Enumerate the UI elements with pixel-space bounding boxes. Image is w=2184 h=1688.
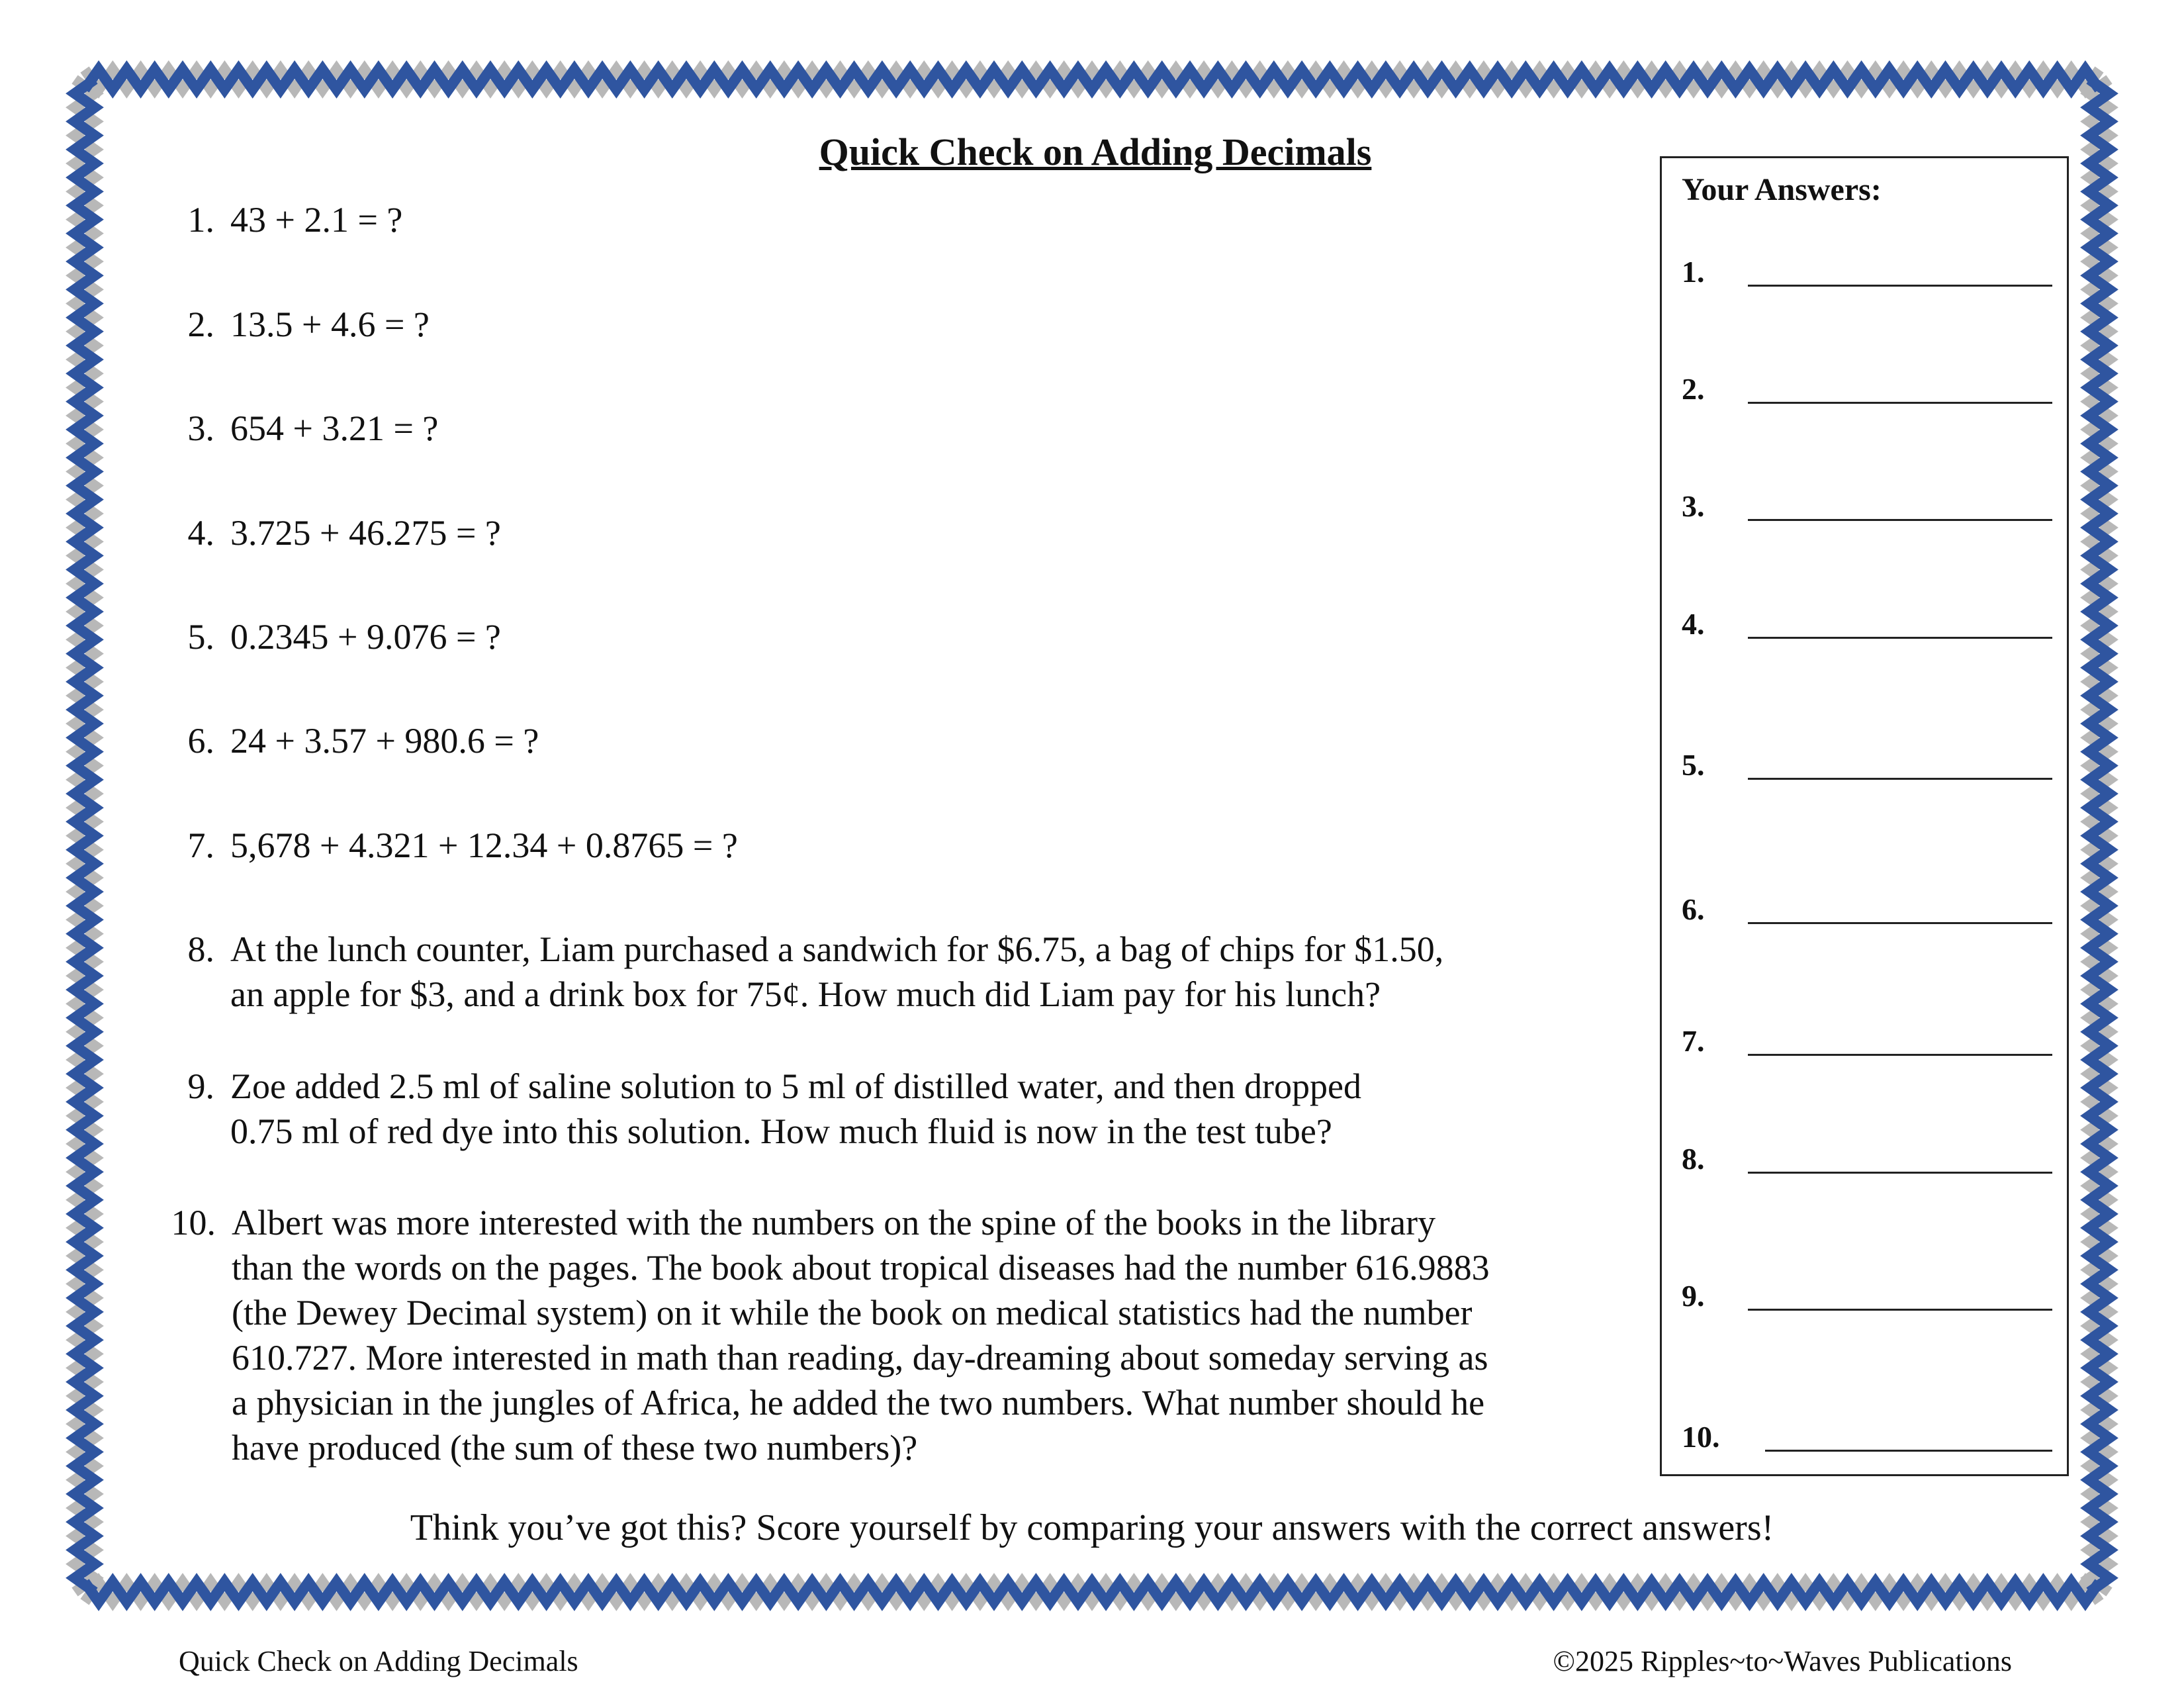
question-text: 654 + 3.21 = ? [230,408,439,448]
answer-row-5[interactable] [1682,743,2052,782]
question-text: have produced (the sum of these two numbers)? [232,1428,918,1468]
answer-row-6[interactable] [1682,887,2052,927]
worksheet-title: Quick Check on Adding Decimals [819,130,1372,173]
question-1 [187,197,403,242]
question-number: 3. [187,408,214,448]
question-text: 3.725 + 46.275 = ? [230,513,501,553]
answer-label: 1. [1682,255,1705,289]
answer-row-3[interactable] [1682,484,2052,524]
question-text: At the lunch counter, Liam purchased a sandwich for $6.75, a bag of chips for $1.50, [230,929,1444,969]
question-text: 0.75 ml of red dye into this solution. How much fluid is now in the test tube? [230,1111,1332,1151]
question-number: 9. [187,1066,214,1106]
question-text: 610.727. More interested in math than reading, day-dreaming about someday serving as [232,1338,1488,1378]
question-number: 5. [187,617,214,657]
closing-note: Think you’ve got this? Score yourself by comparing your answers with the correct answers! [410,1507,1774,1548]
question-number: 6. [187,721,214,761]
answer-label: 7. [1682,1024,1705,1058]
answer-blank[interactable] [1748,922,2052,924]
answer-box-heading: Your Answers: [1682,172,1882,207]
answer-blank[interactable] [1748,402,2052,404]
answer-label: 9. [1682,1279,1705,1313]
answer-row-8[interactable] [1682,1137,2052,1176]
answer-row-10[interactable] [1682,1415,2052,1454]
question-text: than the words on the pages. The book about tropical diseases had the number 616.9883 [232,1248,1490,1288]
question-number: 2. [187,305,214,344]
question-6 [187,718,539,763]
answer-label: 2. [1682,372,1705,406]
question-number: 7. [187,825,214,865]
question-text: 24 + 3.57 + 980.6 = ? [230,721,539,761]
answer-blank[interactable] [1748,285,2052,287]
question-5 [187,614,501,659]
question-text: (the Dewey Decimal system) on it while the book on medical statistics had the number [232,1293,1473,1333]
answer-blank[interactable] [1748,778,2052,780]
answer-blank[interactable] [1748,1172,2052,1174]
question-4 [187,510,501,555]
question-9 [187,1064,1361,1154]
answer-row-2[interactable] [1682,367,2052,406]
answer-label: 5. [1682,748,1705,782]
answer-row-7[interactable] [1682,1019,2052,1058]
question-text: an apple for $3, and a drink box for 75¢. How much did Liam pay for his lunch? [230,974,1381,1014]
question-text: a physician in the jungles of Africa, he added the two numbers. What number should he [232,1383,1485,1423]
question-text: 13.5 + 4.6 = ? [230,305,430,344]
answer-label: 6. [1682,892,1705,926]
answer-row-1[interactable] [1682,250,2052,289]
question-text: 0.2345 + 9.076 = ? [230,617,501,657]
question-number: 4. [187,513,214,553]
answer-row-9[interactable] [1682,1274,2052,1313]
question-number: 1. [187,200,214,240]
question-3 [187,406,439,451]
question-text: Albert was more interested with the numbers on the spine of the books in the library [232,1203,1436,1243]
question-7 [187,823,738,868]
answer-blank[interactable] [1748,1309,2052,1311]
answer-blank[interactable] [1748,519,2052,521]
answer-label: 4. [1682,607,1705,641]
question-number: 10. [171,1203,216,1243]
footer-copyright: ©2025 Ripples~to~Waves Publications [1553,1645,2012,1677]
footer-title: Quick Check on Adding Decimals [179,1645,578,1677]
answer-label: 8. [1682,1142,1705,1176]
question-10 [171,1200,1490,1470]
question-8 [187,927,1444,1017]
answer-row-4[interactable] [1682,602,2052,641]
question-2 [187,302,430,347]
answer-label: 3. [1682,489,1705,523]
question-text: 43 + 2.1 = ? [230,200,403,240]
answer-blank[interactable] [1748,1054,2052,1056]
question-number: 8. [187,929,214,969]
question-text: 5,678 + 4.321 + 12.34 + 0.8765 = ? [230,825,738,865]
answer-label: 10. [1682,1420,1720,1454]
answer-box [1660,156,2069,1476]
question-text: Zoe added 2.5 ml of saline solution to 5 ml of distilled water, and then dropped [230,1066,1361,1106]
answer-blank[interactable] [1748,637,2052,639]
answer-blank[interactable] [1765,1450,2052,1452]
